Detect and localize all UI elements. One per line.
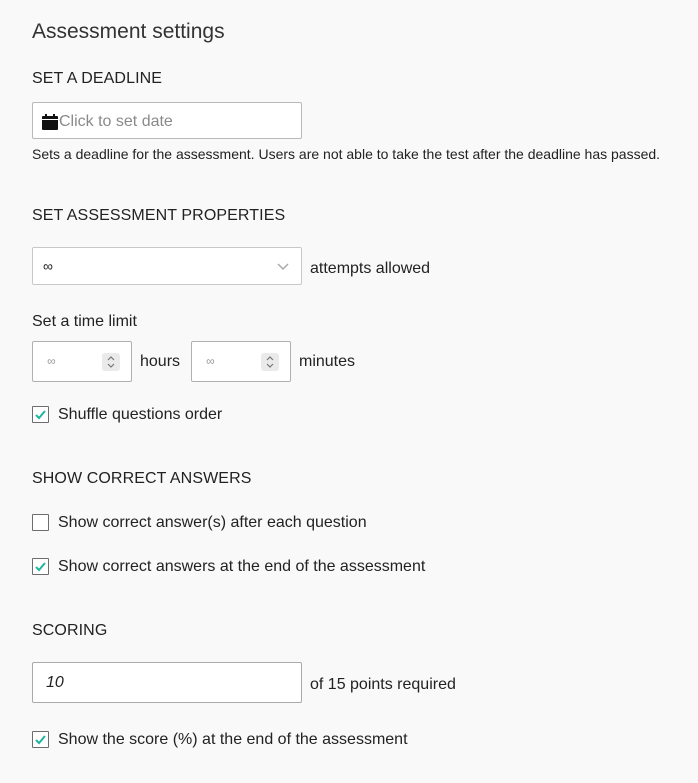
attempts-label: attempts allowed: [310, 260, 431, 277]
correct-answers-heading: SHOW CORRECT ANSWERS: [32, 470, 252, 487]
hours-label: hours: [140, 353, 181, 370]
checkmark-icon: [33, 732, 48, 747]
shuffle-label: Shuffle questions order: [58, 406, 223, 423]
page-title: Assessment settings: [32, 20, 225, 43]
checkmark-icon: [33, 407, 48, 422]
after-each-checkbox[interactable]: [32, 514, 49, 531]
spinner-arrows-icon: [102, 353, 120, 371]
points-value: 10: [46, 674, 64, 691]
deadline-heading: SET A DEADLINE: [32, 70, 163, 87]
shuffle-checkbox[interactable]: [32, 406, 49, 423]
at-end-label: Show correct answers at the end of the assessment: [58, 558, 426, 575]
attempts-value: ∞: [43, 258, 53, 274]
minutes-spinner[interactable]: [261, 353, 279, 371]
checkmark-icon: [33, 559, 48, 574]
minutes-input[interactable]: [191, 341, 291, 382]
spinner-arrows-icon: [261, 353, 279, 371]
properties-heading: SET ASSESSMENT PROPERTIES: [32, 207, 286, 224]
chevron-down-icon: [277, 261, 289, 271]
calendar-icon: [42, 114, 58, 130]
hours-spinner[interactable]: [102, 353, 120, 371]
show-score-label: Show the score (%) at the end of the assessment: [58, 731, 408, 748]
at-end-checkbox[interactable]: [32, 558, 49, 575]
hours-value: ∞: [47, 354, 56, 368]
after-each-label: Show correct answer(s) after each question: [58, 514, 367, 531]
points-label: of 15 points required: [310, 676, 456, 693]
deadline-help-text: Sets a deadline for the assessment. Users are not able to take the test after the deadline has passed.: [32, 146, 661, 162]
minutes-value: ∞: [206, 354, 215, 368]
hours-input[interactable]: [32, 341, 132, 382]
time-limit-label: Set a time limit: [32, 313, 137, 330]
scoring-heading: SCORING: [32, 622, 108, 639]
attempts-select[interactable]: [32, 247, 302, 285]
deadline-date-input[interactable]: [32, 102, 302, 139]
deadline-placeholder: Click to set date: [59, 113, 173, 130]
minutes-label: minutes: [299, 353, 356, 370]
points-required-input[interactable]: [32, 662, 302, 703]
show-score-checkbox[interactable]: [32, 731, 49, 748]
